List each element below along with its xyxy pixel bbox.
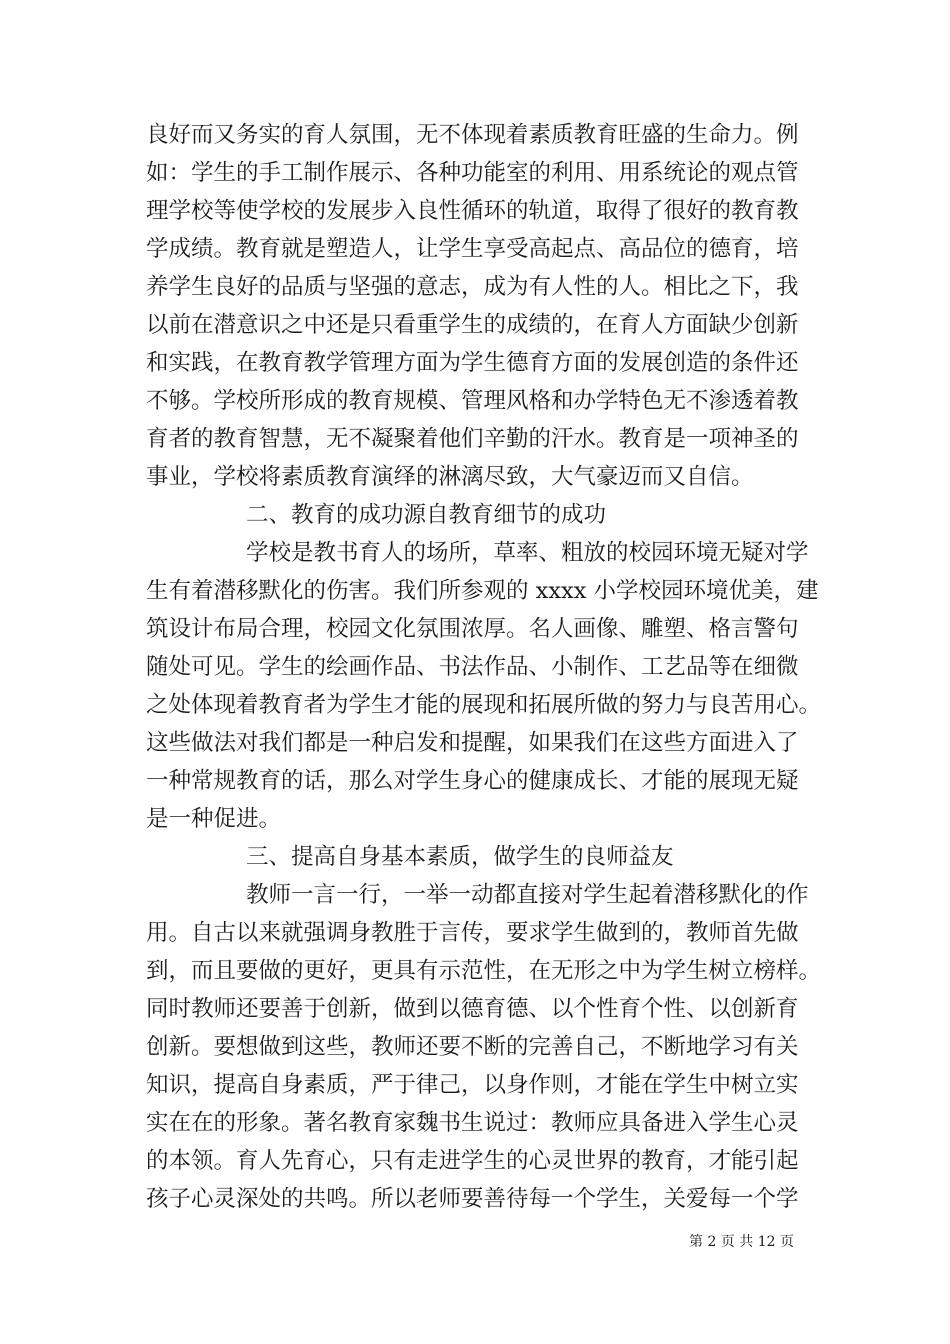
section-heading: 三、提高自身基本素质，做学生的良师益友: [246, 844, 674, 870]
body-text-line: 生有着潜移默化的伤害。我们所参观的 xxxx 小学校园环境优美，建: [146, 578, 819, 604]
body-text-line: 同时教师还要善于创新，做到以德育德、以个性育个性、以创新育: [146, 996, 799, 1022]
body-text-line: 理学校等使学校的发展步入良性循环的轨道，取得了很好的教育教: [146, 198, 799, 224]
body-text-line: 一种常规教育的话，那么对学生身心的健康成长、才能的展现无疑: [146, 768, 799, 794]
section-heading: 二、教育的成功源自教育细节的成功: [246, 502, 607, 528]
body-text-line: 事业，学校将素质教育演绎的淋漓尽致，大气豪迈而又自信。: [146, 464, 754, 490]
body-text-line: 以前在潜意识之中还是只看重学生的成绩的，在育人方面缺少创新: [146, 312, 799, 338]
body-text-line: 实在在的形象。著名教育家魏书生说过：教师应具备进入学生心灵: [146, 1110, 799, 1136]
body-text-line: 这些做法对我们都是一种启发和提醒，如果我们在这些方面进入了: [146, 730, 799, 756]
body-text-line: 学校是教书育人的场所，草率、粗放的校园环境无疑对学: [246, 540, 809, 566]
body-text-line: 筑设计布局合理，校园文化氛围浓厚。名人画像、雕塑、格言警句: [146, 616, 799, 642]
body-text-line: 学成绩。教育就是塑造人，让学生享受高起点、高品位的德育，培: [146, 236, 799, 262]
body-text-line: 教师一言一行，一举一动都直接对学生起着潜移默化的作: [246, 882, 809, 908]
body-text-line: 知识，提高自身素质，严于律己，以身作则，才能在学生中树立实: [146, 1072, 799, 1098]
body-text-line: 用。自古以来就强调身教胜于言传，要求学生做到的，教师首先做: [146, 920, 799, 946]
body-text-line: 孩子心灵深处的共鸣。所以老师要善待每一个学生，关爱每一个学: [146, 1186, 799, 1212]
body-text-line: 到，而且要做的更好，更具有示范性，在无形之中为学生树立榜样。: [146, 958, 822, 984]
body-text-line: 良好而又务实的育人氛围，无不体现着素质教育旺盛的生命力。例: [146, 122, 799, 148]
body-text-line: 不够。学校所形成的教育规模、管理风格和办学特色无不渗透着教: [146, 388, 799, 414]
body-text-line: 如：学生的手工制作展示、各种功能室的利用、用系统论的观点管: [146, 160, 799, 186]
body-text-line: 随处可见。学生的绘画作品、书法作品、小制作、工艺品等在细微: [146, 654, 799, 680]
page-number-footer: 第 2 页 共 12 页: [689, 1234, 794, 1250]
body-text-line: 之处体现着教育者为学生才能的展现和拓展所做的努力与良苦用心。: [146, 692, 822, 718]
body-text-line: 创新。要想做到这些，教师还要不断的完善自己，不断地学习有关: [146, 1034, 799, 1060]
body-text-line: 养学生良好的品质与坚强的意志，成为有人性的人。相比之下，我: [146, 274, 799, 300]
body-text-line: 育者的教育智慧，无不凝聚着他们辛勤的汗水。教育是一项神圣的: [146, 426, 799, 452]
body-text-line: 是一种促进。: [146, 806, 282, 832]
body-text-line: 的本领。育人先育心，只有走进学生的心灵世界的教育，才能引起: [146, 1148, 799, 1174]
body-text-line: 和实践，在教育教学管理方面为学生德育方面的发展创造的条件还: [146, 350, 799, 376]
